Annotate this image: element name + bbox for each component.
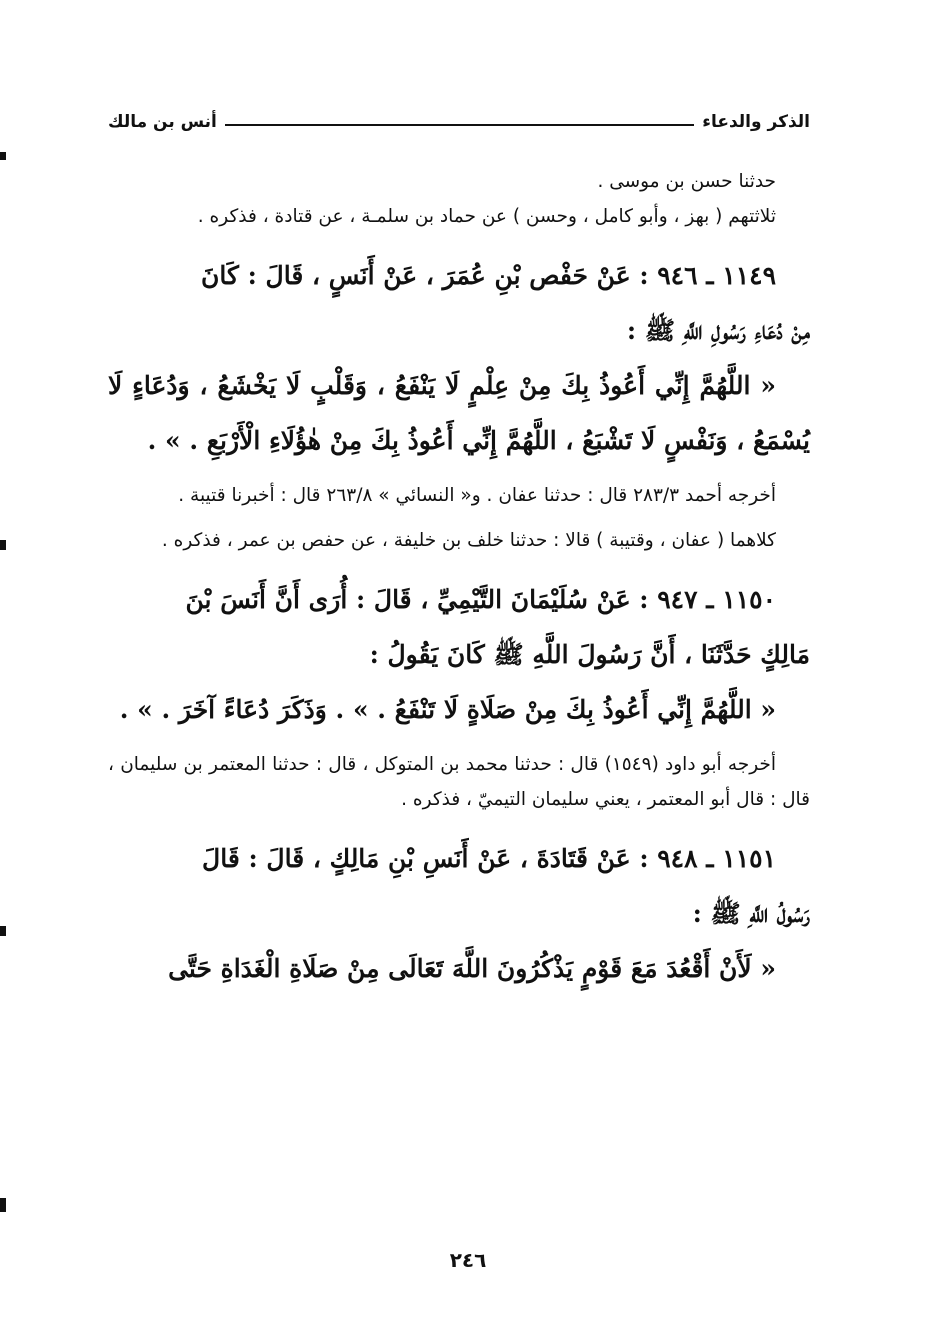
hadith-text: « اللَّهُمَّ إِنِّي أَعُوذُ بِكَ مِنْ صَلَاةٍ لَا تَنْفَعُ . » . وَذَكَرَ دُعَاءً آخَرَ . » . bbox=[119, 695, 776, 724]
hadith-heading-continued: مِنْ دُعَاءِ رَسُولِ اللَّهِ ﷺ : bbox=[626, 316, 810, 345]
takhrij-note: أخرجه أحمد ٢٨٣/٣ قال : حدثنا عفان . و« النسائي » ٢٦٣/٨ قال : أخبرنا قتيبة . bbox=[178, 485, 776, 506]
header-section-title: أنس بن مالك bbox=[108, 112, 217, 132]
narration-line: حدثنا حسن بن موسى . bbox=[597, 171, 776, 192]
scan-edge-mark bbox=[0, 926, 6, 936]
header-chapter-title: الذكر والدعاء bbox=[702, 112, 810, 132]
hadith-heading: ١١٥١ ـ ٩٤٨ : عَنْ قَتَادَةَ ، عَنْ أَنَسِ بْنِ مَالِكٍ ، قَالَ : قَالَ bbox=[202, 844, 776, 873]
hadith-heading-continued: مَالِكٍ حَدَّثَنَا ، أَنَّ رَسُولَ اللَّهِ ﷺ كَانَ يَقُولُ : bbox=[369, 640, 810, 669]
hadith-heading: ١١٤٩ ـ ٩٤٦ : عَنْ حَفْص بْنِ عُمَرَ ، عَنْ أَنَسٍ ، قَالَ : كَانَ bbox=[201, 261, 776, 290]
scan-edge-mark bbox=[0, 152, 6, 160]
hadith-text: « لَأَنْ أَقْعُدَ مَعَ قَوْمٍ يَذْكُرُونَ اللَّهَ تَعَالَى مِنْ صَلَاةِ الْغَدَاةِ حَتَّى bbox=[168, 954, 776, 983]
takhrij-note: كلاهما ( عفان ، وقتيبة ) قالا : حدثنا خلف بن خليفة ، عن حفص بن عمر ، فذكره . bbox=[161, 530, 776, 551]
scan-edge-mark bbox=[0, 1198, 6, 1212]
scan-edge-mark bbox=[0, 540, 6, 550]
header-rule bbox=[225, 124, 694, 126]
page-number: ٢٤٦ bbox=[449, 1248, 487, 1272]
hadith-heading-continued: رَسُولُ اللَّهِ ﷺ : bbox=[692, 899, 810, 928]
page-body bbox=[108, 164, 810, 996]
hadith-text: « اللَّهُمَّ إِنِّي أَعُوذُ بِكَ مِنْ عِلْمٍ لَا يَنْفَعُ ، وَقَلْبٍ لَا يَخْشَعُ ، وَدُعَاءٍ لَا يُسْمَعُ ، وَنَفْسٍ لَا تَشْبَعُ ، اللَّهُمَّ إِنِّي أَعُوذُ بِكَ مِنْ هٰؤُلَاءِ الْأَرْبَعِ . » . bbox=[108, 371, 810, 455]
narration-line: ثلاثتهم ( بهز ، وأبو كامل ، وحسن ) عن حماد بن سلمـة ، عن قتادة ، فذكره . bbox=[197, 206, 776, 227]
hadith-heading: ١١٥٠ ـ ٩٤٧ : عَنْ سُلَيْمَانَ التَّيْمِيِّ ، قَالَ : أُرَى أَنَّ أَنَسَ بْنَ bbox=[185, 585, 776, 614]
running-header bbox=[108, 106, 810, 138]
takhrij-note: أخرجه أبو داود (١٥٤٩) قال : حدثنا محمد بن المتوكل ، قال : حدثنا المعتمر بن سليمان ، قال : قال أبو المعتمر ، يعني سليمان التيميّ ، فذكره . bbox=[108, 754, 810, 810]
